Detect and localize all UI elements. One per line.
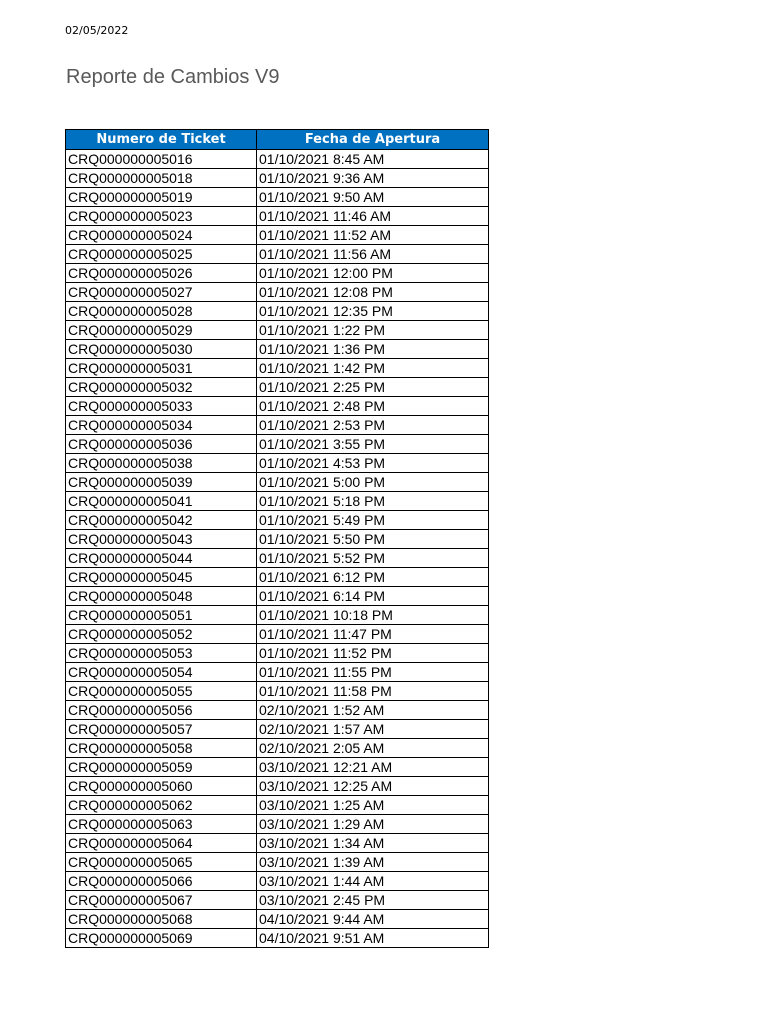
header-row <box>66 130 489 150</box>
column-header-open-date: Fecha de Apertura <box>257 130 489 150</box>
table-row <box>66 929 489 948</box>
open-date-cell: 01/10/2021 6:12 PM <box>257 568 489 587</box>
report-title: Reporte de Cambios V9 <box>66 66 280 88</box>
table-row <box>66 397 489 416</box>
ticket-number-cell: CRQ000000005029 <box>66 321 257 340</box>
table-row <box>66 207 489 226</box>
table-row <box>66 872 489 891</box>
open-date-cell: 01/10/2021 12:35 PM <box>257 302 489 321</box>
ticket-number-cell: CRQ000000005053 <box>66 644 257 663</box>
open-date-cell: 01/10/2021 6:14 PM <box>257 587 489 606</box>
open-date-cell: 03/10/2021 2:45 PM <box>257 891 489 910</box>
open-date-cell: 01/10/2021 1:22 PM <box>257 321 489 340</box>
open-date-cell: 01/10/2021 5:52 PM <box>257 549 489 568</box>
ticket-number-cell: CRQ000000005025 <box>66 245 257 264</box>
open-date-cell: 01/10/2021 11:52 PM <box>257 644 489 663</box>
table-row <box>66 264 489 283</box>
open-date-cell: 01/10/2021 8:45 AM <box>257 150 489 169</box>
table-row <box>66 169 489 188</box>
table-row <box>66 739 489 758</box>
table-row <box>66 245 489 264</box>
tickets-table-body <box>66 150 489 948</box>
ticket-number-cell: CRQ000000005026 <box>66 264 257 283</box>
ticket-number-cell: CRQ000000005065 <box>66 853 257 872</box>
table-row <box>66 321 489 340</box>
table-row <box>66 663 489 682</box>
open-date-cell: 03/10/2021 1:29 AM <box>257 815 489 834</box>
ticket-number-cell: CRQ000000005044 <box>66 549 257 568</box>
table-row <box>66 568 489 587</box>
open-date-cell: 01/10/2021 11:47 PM <box>257 625 489 644</box>
ticket-number-cell: CRQ000000005064 <box>66 834 257 853</box>
table-row <box>66 188 489 207</box>
open-date-cell: 01/10/2021 9:36 AM <box>257 169 489 188</box>
open-date-cell: 01/10/2021 11:52 AM <box>257 226 489 245</box>
ticket-number-cell: CRQ000000005032 <box>66 378 257 397</box>
ticket-number-cell: CRQ000000005036 <box>66 435 257 454</box>
table-row <box>66 435 489 454</box>
table-row <box>66 492 489 511</box>
report-date: 02/05/2022 <box>65 24 129 37</box>
open-date-cell: 03/10/2021 12:25 AM <box>257 777 489 796</box>
open-date-cell: 04/10/2021 9:51 AM <box>257 929 489 948</box>
ticket-number-cell: CRQ000000005023 <box>66 207 257 226</box>
ticket-number-cell: CRQ000000005016 <box>66 150 257 169</box>
ticket-number-cell: CRQ000000005039 <box>66 473 257 492</box>
ticket-number-cell: CRQ000000005019 <box>66 188 257 207</box>
open-date-cell: 01/10/2021 5:18 PM <box>257 492 489 511</box>
table-row <box>66 473 489 492</box>
table-row <box>66 359 489 378</box>
open-date-cell: 01/10/2021 2:48 PM <box>257 397 489 416</box>
ticket-number-cell: CRQ000000005063 <box>66 815 257 834</box>
table-row <box>66 777 489 796</box>
ticket-number-cell: CRQ000000005018 <box>66 169 257 188</box>
table-row <box>66 720 489 739</box>
table-row <box>66 340 489 359</box>
open-date-cell: 01/10/2021 11:55 PM <box>257 663 489 682</box>
ticket-number-cell: CRQ000000005041 <box>66 492 257 511</box>
table-row <box>66 549 489 568</box>
ticket-number-cell: CRQ000000005062 <box>66 796 257 815</box>
open-date-cell: 03/10/2021 1:39 AM <box>257 853 489 872</box>
ticket-number-cell: CRQ000000005033 <box>66 397 257 416</box>
table-row <box>66 150 489 169</box>
open-date-cell: 02/10/2021 1:52 AM <box>257 701 489 720</box>
open-date-cell: 01/10/2021 12:00 PM <box>257 264 489 283</box>
ticket-number-cell: CRQ000000005058 <box>66 739 257 758</box>
ticket-number-cell: CRQ000000005056 <box>66 701 257 720</box>
ticket-number-cell: CRQ000000005038 <box>66 454 257 473</box>
tickets-table <box>65 129 489 948</box>
ticket-number-cell: CRQ000000005066 <box>66 872 257 891</box>
open-date-cell: 04/10/2021 9:44 AM <box>257 910 489 929</box>
ticket-number-cell: CRQ000000005054 <box>66 663 257 682</box>
open-date-cell: 01/10/2021 5:50 PM <box>257 530 489 549</box>
table-row <box>66 226 489 245</box>
open-date-cell: 01/10/2021 4:53 PM <box>257 454 489 473</box>
open-date-cell: 01/10/2021 10:18 PM <box>257 606 489 625</box>
ticket-number-cell: CRQ000000005055 <box>66 682 257 701</box>
table-row <box>66 891 489 910</box>
table-row <box>66 283 489 302</box>
table-row <box>66 416 489 435</box>
ticket-number-cell: CRQ000000005024 <box>66 226 257 245</box>
open-date-cell: 03/10/2021 1:25 AM <box>257 796 489 815</box>
open-date-cell: 02/10/2021 2:05 AM <box>257 739 489 758</box>
column-header-ticket-number: Numero de Ticket <box>66 130 257 150</box>
table-row <box>66 796 489 815</box>
table-row <box>66 758 489 777</box>
open-date-cell: 01/10/2021 1:36 PM <box>257 340 489 359</box>
open-date-cell: 01/10/2021 2:25 PM <box>257 378 489 397</box>
open-date-cell: 01/10/2021 11:58 PM <box>257 682 489 701</box>
open-date-cell: 02/10/2021 1:57 AM <box>257 720 489 739</box>
open-date-cell: 01/10/2021 12:08 PM <box>257 283 489 302</box>
table-row <box>66 530 489 549</box>
open-date-cell: 01/10/2021 2:53 PM <box>257 416 489 435</box>
table-row <box>66 701 489 720</box>
open-date-cell: 03/10/2021 12:21 AM <box>257 758 489 777</box>
table-row <box>66 587 489 606</box>
open-date-cell: 01/10/2021 3:55 PM <box>257 435 489 454</box>
ticket-number-cell: CRQ000000005060 <box>66 777 257 796</box>
ticket-number-cell: CRQ000000005045 <box>66 568 257 587</box>
open-date-cell: 01/10/2021 11:56 AM <box>257 245 489 264</box>
table-row <box>66 853 489 872</box>
table-row <box>66 511 489 530</box>
open-date-cell: 01/10/2021 1:42 PM <box>257 359 489 378</box>
open-date-cell: 01/10/2021 5:00 PM <box>257 473 489 492</box>
ticket-number-cell: CRQ000000005042 <box>66 511 257 530</box>
open-date-cell: 01/10/2021 5:49 PM <box>257 511 489 530</box>
ticket-number-cell: CRQ000000005059 <box>66 758 257 777</box>
open-date-cell: 01/10/2021 9:50 AM <box>257 188 489 207</box>
tickets-table-header <box>66 130 489 150</box>
table-row <box>66 815 489 834</box>
table-row <box>66 644 489 663</box>
ticket-number-cell: CRQ000000005034 <box>66 416 257 435</box>
ticket-number-cell: CRQ000000005069 <box>66 929 257 948</box>
ticket-number-cell: CRQ000000005030 <box>66 340 257 359</box>
ticket-number-cell: CRQ000000005068 <box>66 910 257 929</box>
ticket-number-cell: CRQ000000005067 <box>66 891 257 910</box>
table-row <box>66 834 489 853</box>
ticket-number-cell: CRQ000000005028 <box>66 302 257 321</box>
open-date-cell: 03/10/2021 1:44 AM <box>257 872 489 891</box>
table-row <box>66 910 489 929</box>
ticket-number-cell: CRQ000000005027 <box>66 283 257 302</box>
ticket-number-cell: CRQ000000005031 <box>66 359 257 378</box>
ticket-number-cell: CRQ000000005051 <box>66 606 257 625</box>
table-row <box>66 606 489 625</box>
table-row <box>66 625 489 644</box>
table-row <box>66 302 489 321</box>
table-row <box>66 378 489 397</box>
ticket-number-cell: CRQ000000005048 <box>66 587 257 606</box>
ticket-number-cell: CRQ000000005052 <box>66 625 257 644</box>
open-date-cell: 03/10/2021 1:34 AM <box>257 834 489 853</box>
ticket-number-cell: CRQ000000005057 <box>66 720 257 739</box>
open-date-cell: 01/10/2021 11:46 AM <box>257 207 489 226</box>
table-row <box>66 454 489 473</box>
table-row <box>66 682 489 701</box>
ticket-number-cell: CRQ000000005043 <box>66 530 257 549</box>
